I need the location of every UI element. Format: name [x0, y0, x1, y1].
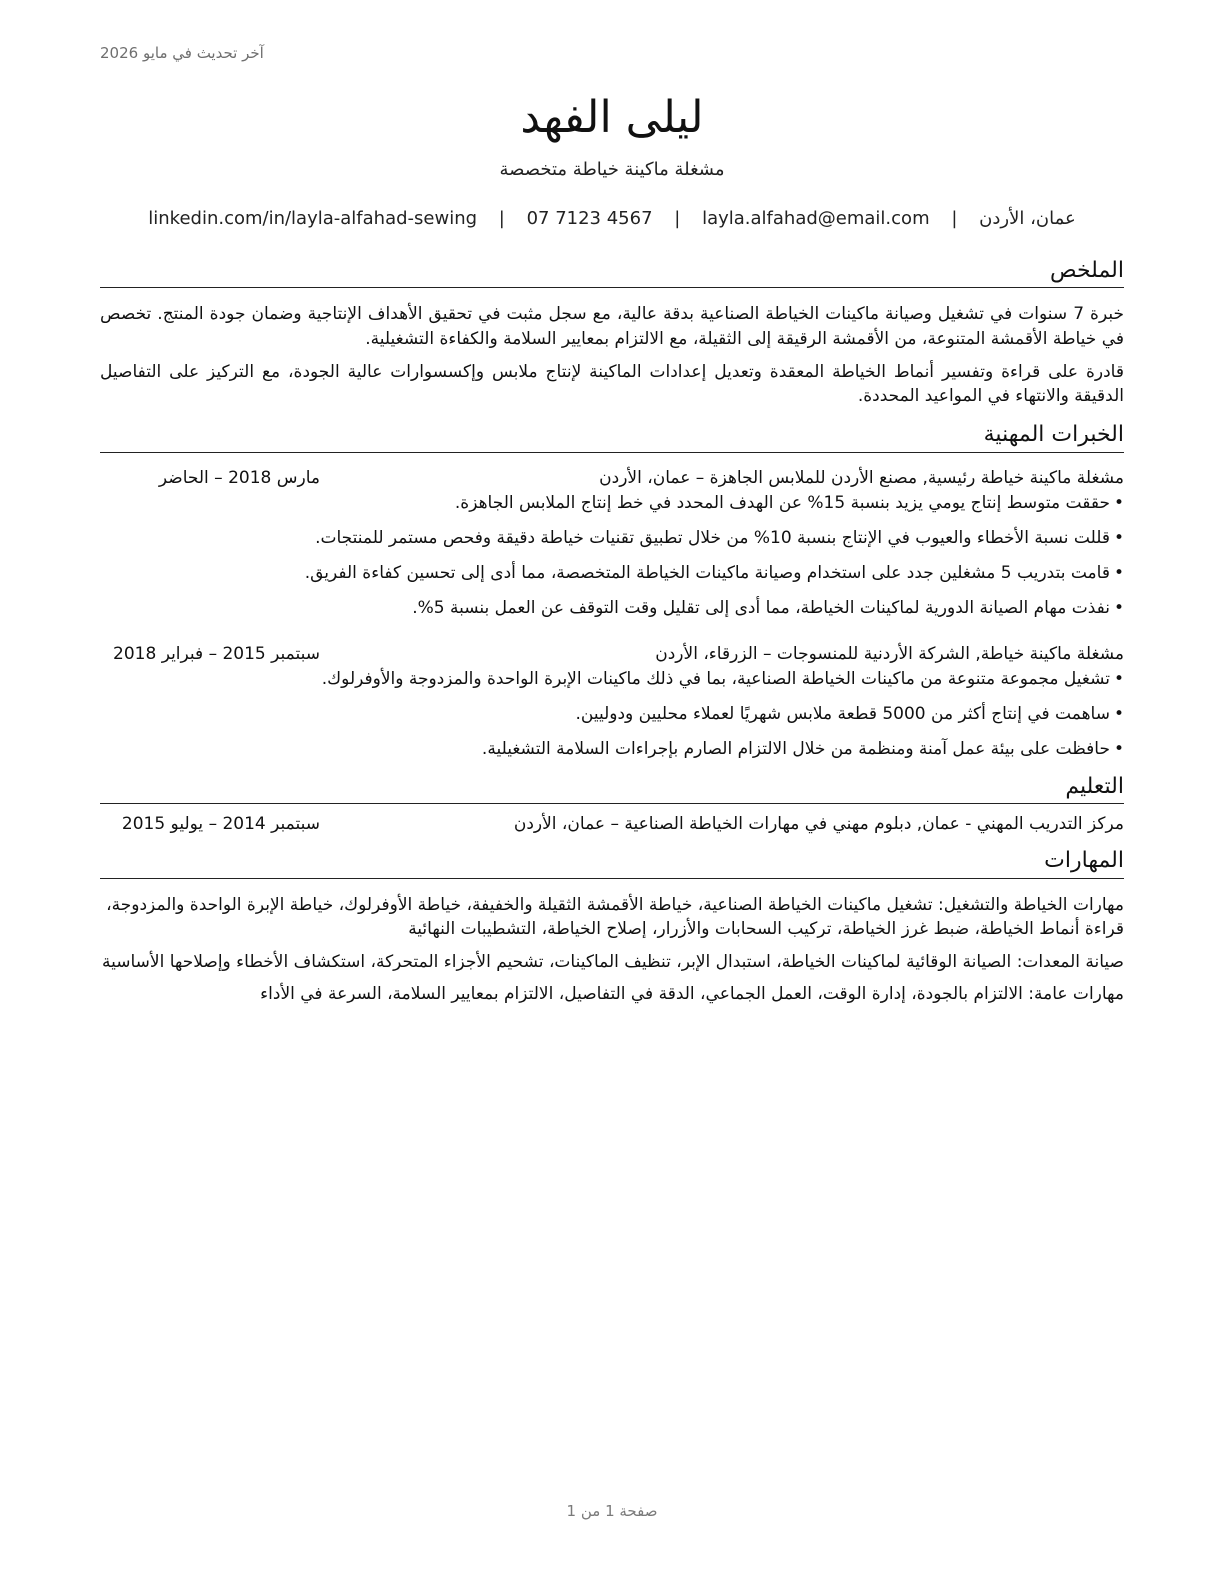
bullet-icon: •: [1113, 738, 1124, 759]
section-heading: الملخص: [100, 257, 1124, 289]
job-dates: مارس 2018 – الحاضر: [158, 467, 320, 488]
list-item: [100, 703, 1124, 727]
skill-line: مهارات الخياطة والتشغيل: تشغيل ماكينات الخياطة الصناعية، خياطة الأقمشة الثقيلة والخفيفة، خياطة الأوفرلوك، خياطة الإبرة الواحدة والمزدوجة، قراءة أنماط الخياطة، ضبط غرز الخياطة، تركيب السحابات والأزرار، إصلاح الخياطة، التشطيبات النهائية: [106, 894, 1124, 940]
contact-separator: |: [498, 207, 505, 229]
contact-line: [100, 208, 1124, 229]
summary-paragraph: قادرة على قراءة وتفسير أنماط الخياطة المعقدة وتعديل إعدادات الماكينة لإنتاج ملابس وإكسسوارات عالية الجودة، مع التركيز على التفاصيل الدقيقة والانتهاء في المواعيد المحددة.: [100, 361, 1124, 407]
page-number: صفحة 1 من 1: [566, 1502, 658, 1520]
contact-separator: |: [674, 207, 681, 229]
bullet-text: حققت متوسط إنتاج يومي يزيد بنسبة 15% عن الهدف المحدد في خط إنتاج الملابس الجاهزة.: [454, 493, 1110, 514]
skills-section: [100, 847, 1124, 1007]
contact-separator: |: [951, 207, 958, 229]
summary-section: [100, 257, 1124, 409]
list-item: [100, 738, 1124, 762]
job-header: [100, 467, 1124, 491]
education-dates: سبتمبر 2014 – يوليو 2015: [121, 814, 320, 835]
contact-phone[interactable]: 07 7123 4567: [526, 207, 653, 229]
education-section: [100, 773, 1124, 837]
bullet-text: تشغيل مجموعة متنوعة من ماكينات الخياطة الصناعية، بما في ذلك ماكينات الإبرة الواحدة والمزدوجة والأوفرلوك.: [321, 669, 1110, 690]
education-entry: [100, 812, 1124, 837]
bullet-icon: •: [1113, 528, 1124, 549]
job-role-company: مشغلة ماكينة خياطة رئيسية, مصنع الأردن للملابس الجاهزة – عمان، الأردن: [599, 467, 1124, 488]
skill-line: مهارات عامة: الالتزام بالجودة، إدارة الوقت، العمل الجماعي، الدقة في التفاصيل، الالتزام بمعايير السلامة، السرعة في الأداء: [260, 984, 1124, 1005]
bullet-text: حافظت على بيئة عمل آمنة ومنظمة من خلال الالتزام الصارم بإجراءات السلامة التشغيلية.: [481, 738, 1110, 759]
contact-linkedin[interactable]: linkedin.com/in/layla-alfahad-sewing: [148, 207, 478, 229]
job-entry: [100, 643, 1124, 762]
job-entry: [100, 467, 1124, 621]
bullet-icon: •: [1113, 669, 1124, 690]
bullet-icon: •: [1113, 562, 1124, 583]
experience-section: [100, 421, 1124, 762]
education-institution: مركز التدريب المهني - عمان, دبلوم مهني في مهارات الخياطة الصناعية – عمان، الأردن: [513, 814, 1124, 835]
list-item: [100, 597, 1124, 621]
candidate-title: مشغلة ماكينة خياطة متخصصة: [499, 158, 725, 180]
bullet-text: قامت بتدريب 5 مشغلين جدد على استخدام وصيانة ماكينات الخياطة المتخصصة، مما أدى إلى تحسين كفاءة الفريق.: [304, 562, 1110, 583]
list-item: [100, 562, 1124, 586]
last-updated-text: آخر تحديث في مايو 2026: [100, 44, 264, 62]
list-item: [100, 527, 1124, 551]
section-heading: المهارات: [100, 847, 1124, 879]
skill-line: صيانة المعدات: الصيانة الوقائية لماكينات الخياطة، استبدال الإبر، تنظيف الماكينات، تشحيم الأجزاء المتحركة، استكشاف الأخطاء وإصلاحها الأساسية: [102, 951, 1124, 972]
list-item: [100, 668, 1124, 692]
bullet-icon: •: [1113, 493, 1124, 514]
job-header: [100, 643, 1124, 667]
list-item: [100, 492, 1124, 516]
job-bullets: [100, 668, 1124, 761]
bullet-icon: •: [1113, 597, 1124, 618]
bullet-text: قللت نسبة الأخطاء والعيوب في الإنتاج بنسبة 10% من خلال تطبيق تقنيات خياطة دقيقة وفحص مستمر للمنتجات.: [315, 528, 1110, 549]
job-dates: سبتمبر 2015 – فبراير 2018: [113, 643, 320, 664]
job-bullets: [100, 492, 1124, 620]
summary-paragraph: خبرة 7 سنوات في تشغيل وصيانة ماكينات الخياطة الصناعية بدقة عالية، مع سجل مثبت في تحقيق الأهداف الإنتاجية وضمان جودة المنتج. تخصص في خياطة الأقمشة المتنوعة، من الأقمشة الرقيقة إلى الثقيلة، مع الالتزام بمعايير السلامة والكفاءة التشغيلية.: [100, 304, 1124, 350]
bullet-text: ساهمت في إنتاج أكثر من 5000 قطعة ملابس شهريًا لعملاء محليين ودوليين.: [575, 704, 1110, 725]
bullet-icon: •: [1113, 704, 1124, 725]
contact-location: عمان، الأردن: [979, 207, 1076, 229]
candidate-name: ليلى الفهد: [520, 92, 704, 143]
section-heading: التعليم: [100, 773, 1124, 805]
bullet-text: نفذت مهام الصيانة الدورية لماكينات الخياطة، مما أدى إلى تقليل وقت التوقف عن العمل بنسبة 5%.: [412, 597, 1110, 618]
contact-email[interactable]: layla.alfahad@email.com: [702, 207, 930, 229]
resume-header: [100, 0, 1124, 229]
job-role-company: مشغلة ماكينة خياطة, الشركة الأردنية للمنسوجات – الزرقاء، الأردن: [655, 643, 1124, 664]
section-heading: الخبرات المهنية: [100, 421, 1124, 453]
